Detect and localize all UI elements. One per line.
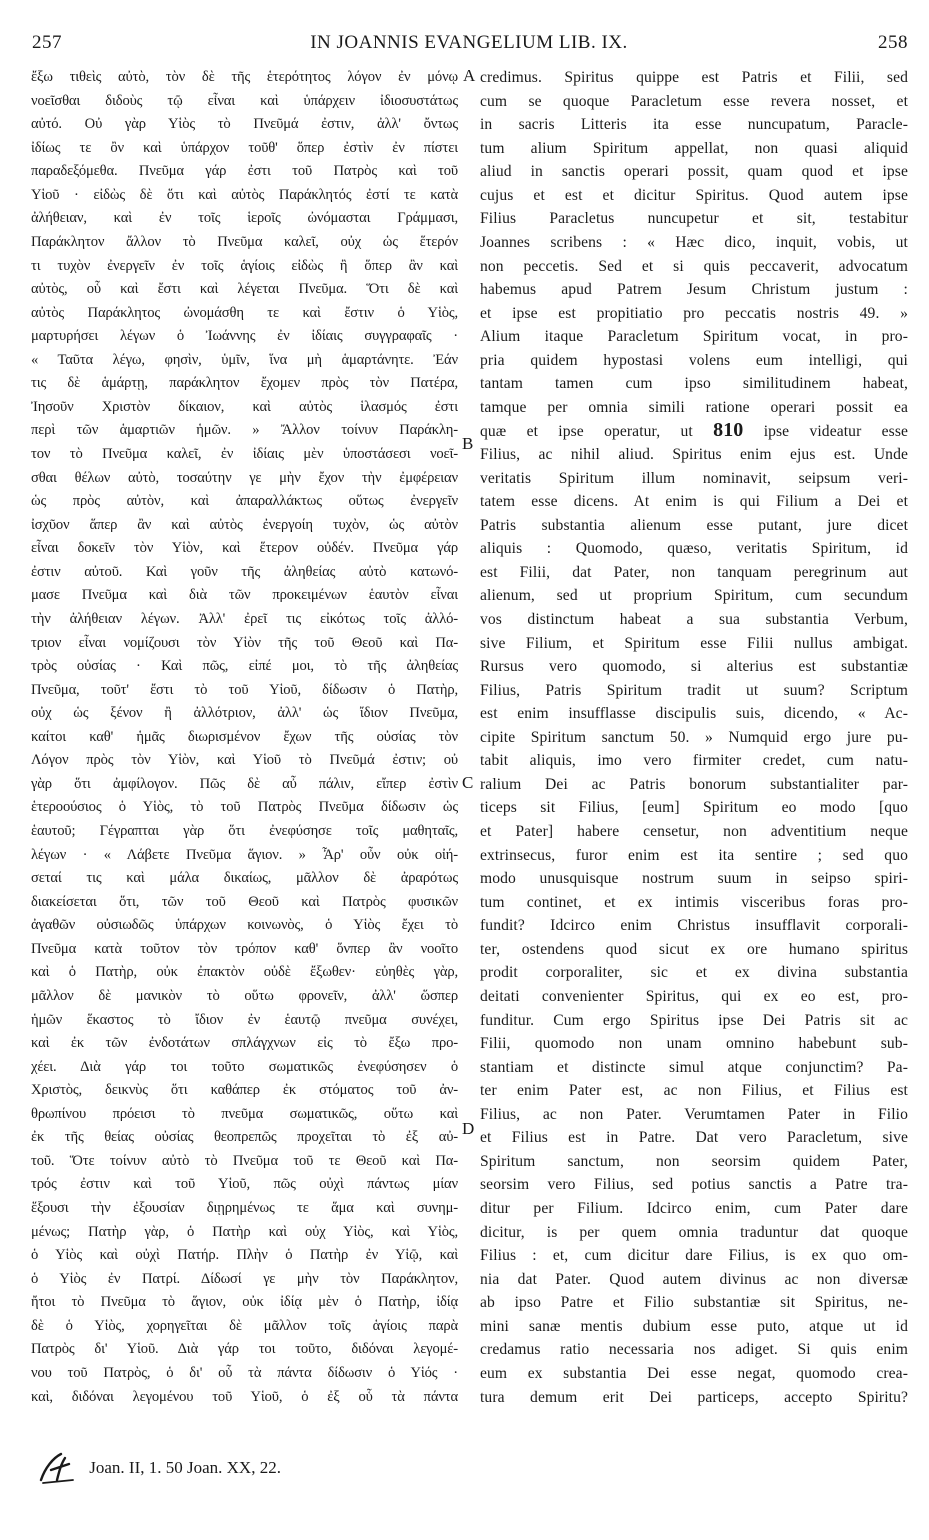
greek-text-line: τρός ἐστιν καὶ τοῦ Υἱοῦ, πῶς οὐχὶ πάντως μίαν <box>31 1176 458 1193</box>
greek-text-line: αὐτό. Οὐ γὰρ Υἱὸς τὸ Πνεῦμά ἐστιν, ἀλλ' ὄντως <box>31 116 458 133</box>
greek-text-line: γὰρ ὅτι ἀμφίλογον. Πῶς δὲ αὖ πάλιν, εἴπερ ἐστὶν <box>31 775 458 792</box>
greek-text-line: παραδεξόμεθα. Πνεῦμα γάρ ἐστι τοῦ Πατρὸς καὶ τοῦ <box>31 163 458 180</box>
greek-text-line: σεταί τις καὶ μάλα δικαίως, μᾶλλον δὲ ἀραρότως <box>31 870 458 887</box>
greek-text-line: τριον εἶναι νομίζουσι τὸν Υἱὸν τῆς τοῦ Θεοῦ καὶ Πα- <box>31 634 458 651</box>
latin-text-line: Alium itaque Paracletum Spiritum vocat, in pro- <box>480 328 908 346</box>
latin-text-line: pria quidem hypostasi volens eum intelligi, qui <box>480 351 908 369</box>
margin-letter-b: B <box>462 434 474 453</box>
latin-text-line: Filius Paracletus nuncupetur et sit, testabitur <box>480 210 908 228</box>
latin-text-line: Filii, quomodo non unam omnino habebunt sub- <box>480 1035 908 1053</box>
greek-text-line: ἡμῶν ἕκαστος τὸ ἴδιον ἐν ἑαυτῷ πνεῦμα συνέχει, <box>31 1011 458 1028</box>
latin-text-line: Patris substantia alienum esse putant, jure dicet <box>480 516 908 534</box>
latin-text-line: est enim insufflasse discipulis suis, dicendo, « Ac- <box>480 705 908 723</box>
greek-text-line: ἰσχῦον ἅπερ ἂν καὶ αὐτὸς ἐνεργοίη τυχὸν, ὡς αὐτὸν <box>31 516 458 533</box>
running-title: IN JOANNIS EVANGELIUM LIB. IX. <box>310 32 628 53</box>
running-header <box>30 32 908 62</box>
latin-text-line: Filius : et, cum dicitur dare Filius, is ex quo om- <box>480 1247 908 1265</box>
latin-text-line: veritatis Spiritum illum nominavit, seipsum veri- <box>480 469 908 487</box>
latin-text-line: nia dat Pater. Quod autem divinus ac non diversæ <box>480 1270 908 1288</box>
latin-text-line: ralium Dei ac Patris bonorum substantialiter par- <box>480 775 908 793</box>
greek-text-line: διακείσεται ὅτι, τῶν τοῦ Θεοῦ καὶ Πατρὸς φυσικῶν <box>31 893 458 910</box>
greek-text-line: Λόγον πρὸς τὸν Υἱὸν, καὶ Υἱοῦ τὸ Πνεῦμά ἐστιν; οὐ <box>31 752 458 769</box>
greek-text-line: ἑαυτοῦ; Γέγραπται γὰρ ὅτι ἐνεφύσησε τοῖς μαθηταῖς, <box>31 823 458 839</box>
page-number-left: 257 <box>32 32 62 53</box>
greek-text-line: σθαι θέλων αὐτὸ, τοσαύτην γε μὴν ἔχον τὴν ἐμφέρειαν <box>31 469 458 486</box>
greek-text-line: καὶ, διδόναι λεγομένου τοῦ Υἱοῦ, ὁ ἐξ οὗ τὰ πάντα <box>31 1388 458 1405</box>
latin-text-line: seorsim vero Filius, sed potius sanctis a Patre tra- <box>480 1176 908 1194</box>
greek-text-line: Χριστὸς, δεικνὺς ὅτι καθάπερ ἐκ στόματος τοῦ ἀν- <box>31 1082 458 1099</box>
greek-text-line: δὲ ὁ Υἱὸς, χορηγεῖται δὲ μᾶλλον τοῖς ἁγίοις παρὰ <box>31 1317 458 1334</box>
latin-text-line: tura demum erit Dei particeps, accepto Spiritu? <box>480 1388 908 1406</box>
footnote-mark-icon <box>35 1450 85 1486</box>
latin-text-line: tum alium Spiritum appellat, non quasi aliquid <box>480 139 908 157</box>
greek-text-line: εἶναι δοκεῖν τὸν Υἱὸν, καὶ ἕτερον οὐδέν. Πνεῦμα γάρ <box>31 540 458 557</box>
latin-text-line: tabit aliquis, imo vero firmiter credet, cum natu- <box>480 752 908 770</box>
greek-text-line: τοῦ. Ὅτε τοίνυν αὐτὸ τὸ Πνεῦμα τοῦ τε Θεοῦ καὶ Πα- <box>31 1152 458 1169</box>
latin-text-line: et Filius est in Patre. Dat vero Paracletum, sive <box>480 1129 908 1147</box>
greek-text-line: ἰδίως τε ὂν καὶ ὑπάρχον τοῦθ' ὅπερ ἐστὶν ἐν πίστει <box>31 139 458 156</box>
latin-text-line: credamus ratio necessaria nos adiget. Si quis enim <box>480 1341 908 1359</box>
greek-text-line: ἀγαθῶν οὐσιωδῶς ὑπάρχων κοινωνὸς, ὁ Υἱὸς ἔχει τὸ <box>31 917 458 934</box>
latin-text-line: cipite Spiritum sanctum 50. » Numquid ergo jure pu- <box>480 728 908 746</box>
latin-text-line: modo unusquisque nostrum suum in seipso spiri- <box>480 870 908 888</box>
greek-text-line: Παράκλητον ἄλλον τὸ Πνεῦμα καλεῖ, οὐχ ὡς ἕτερόν <box>31 233 458 250</box>
greek-text-line: καὶ ὁ Πατὴρ, οὐκ ἐπακτὸν οὐδὲ ἔξωθεν· εὐηθὲς γὰρ, <box>31 964 458 981</box>
latin-text-line: mini sanæ mentis dubium esse puto, atque ut id <box>480 1317 908 1335</box>
greek-text-line: « Ταῦτα λέγω, φησὶν, ὑμῖν, ἵνα μὴ ἁμαρτάνητε. Ἐάν <box>31 351 458 368</box>
greek-text-line: περὶ τῶν ἁμαρτιῶν ἡμῶν. » Ἄλλον τοίνυν Παράκλη- <box>31 422 458 439</box>
latin-text-line: ticeps sit Filius, [eum] Spiritum eo modo [quo <box>480 799 908 817</box>
greek-text-line: τρὸς οὐσίας · Καὶ πῶς, εἰπέ μοι, τὸ τῆς ἀληθείας <box>31 658 458 675</box>
greek-text-line: νοεῖσθαι διδοὺς τῷ εἶναι καὶ ὑπάρχειν ἰδιοσυστάτως <box>31 92 458 109</box>
latin-text-line: tamque per omnia simili ratione operari possit ea <box>480 398 908 416</box>
greek-text-line: μαρτυρήσει λέγων ὁ Ἰωάννης ἐν ἰδίαις συγγραφαῖς · <box>31 328 458 345</box>
greek-text-line: Υἱοῦ · εἰδὼς δὲ ὅτι καὶ αὐτὸς Παράκλητός ἐστί τε κατὰ <box>31 186 458 203</box>
greek-text-line: καὶ ἐκ τῶν ἐνδοτάτων σπλάγχνων εἰς τὸ ἔξω προ- <box>31 1035 458 1052</box>
latin-text-line: et ipse est propitiatio pro peccatis nostris 49. » <box>480 304 908 322</box>
greek-text-line: ἐστιν αὐτοῦ. Καὶ γοῦν τῆς ἀληθείας αὐτὸ κατωνό- <box>31 563 458 580</box>
greek-text-line: ἀλήθειαν, καὶ ἐν τοῖς ἱεροῖς ὠνόμασται Γράμμασι, <box>31 210 458 227</box>
latin-text-line: cum se quoque Paracletum esse revera nosset, et <box>480 92 908 110</box>
latin-text-line: Joannes scribens : « Hæc dico, inquit, vobis, ut <box>480 233 908 251</box>
greek-text-line: καίτοι καθ' ἡμᾶς διωρισμένον ἔχων τῆς οὐσίας τὸν <box>31 728 458 745</box>
footnotes <box>35 1450 635 1486</box>
latin-text-line: alienum, sed ut proprium Spiritum, cum secundum <box>480 587 908 605</box>
latin-text-line: sive Filium, et Spiritum esse Filii nullus ambigat. <box>480 634 908 652</box>
latin-text-line: prodit corporaliter, sic et ex divina substantia <box>480 964 908 982</box>
latin-text-line: Rursus vero quomodo, si alterius est substantiæ <box>480 658 908 676</box>
greek-text-line: ἑτεροούσιος ὁ Υἱὸς, τὸ τοῦ Πατρὸς Πνεῦμα δίδωσιν ὡς <box>31 799 458 816</box>
latin-text-line: tum continet, et ex intimis visceribus foras pro- <box>480 893 908 911</box>
latin-text-line: ditur per Filium. Idcirco enim, cum Pater dare <box>480 1200 908 1217</box>
column-marker-trailing-text: ipse videatur esse <box>763 423 908 441</box>
latin-text-line: deitati convenienter Spiritus, qui ex eo est, pro- <box>480 987 908 1005</box>
greek-text-line: θρωπίνου πρόεισι τὸ πνεῦμα σωματικῶς, οὕτω καὶ <box>31 1105 458 1122</box>
greek-text-line: λέγων · « Λάβετε Πνεῦμα ἅγιον. » Ἆρ' οὖν οὐκ οἰή- <box>31 846 458 863</box>
latin-text-line: quæ et ipse operatur, ut 810 ipse videatur esse <box>480 419 908 442</box>
greek-text-line: Πατρὸς δι' Υἱοῦ. Διὰ γάρ τοι τοῦτο, διδόναι λεγομέ- <box>31 1341 458 1358</box>
page-number-right: 258 <box>878 32 908 53</box>
margin-letter-c: C <box>462 773 474 792</box>
greek-text-line: οὐχ ὡς ξένον ἢ ἀλλότριον, ἀλλ' ὡς ἴδιον Πνεῦμα, <box>31 705 458 722</box>
latin-text-line: eum ex substantia Dei esse negat, quomodo crea- <box>480 1364 908 1382</box>
latin-text-line: non peccetis. Sed et si quis peccaverit, advocatum <box>480 257 908 275</box>
greek-text-line: μᾶλλον δὲ μανικὸν τὸ οὕτω φρονεῖν, ἀλλ' ὥσπερ <box>31 987 458 1004</box>
latin-text-line: tatem esse dicens. At enim is qui Filium a Dei et <box>480 493 908 511</box>
greek-text-line: ὁ Υἱὸς ἐν Πατρί. Δίδωσί γε μὴν τὸν Παράκλητον, <box>31 1270 458 1287</box>
margin-letter-a: A <box>463 66 476 85</box>
latin-text-line: dicitur, is per quem omnia traduntur dat quoque <box>480 1223 908 1241</box>
greek-text-line: ἔξω τιθεὶς αὐτὸ, τὸν δὲ τῆς ἑτερότητος λόγον ἐν μόνῳ <box>31 69 458 85</box>
greek-text-line: τις δὲ ἁμάρτῃ, παράκλητον ἔχομεν πρὸς τὸν Πατέρα, <box>31 375 458 392</box>
greek-text-line: νου τοῦ Πατρὸς, ὁ δι' οὗ τὰ πάντα δίδωσιν ὁ Υἱός · <box>31 1364 458 1381</box>
greek-text-line: αὐτὸς, οὗ καὶ ἔστι καὶ λέγεται Πνεῦμα. Ὅτι δὲ καὶ <box>31 281 458 298</box>
latin-text-line: est Filii, dat Pater, non tanquam peregrinum aut <box>480 563 908 581</box>
latin-text-line: Filius, Patris Spiritum tradit ut suum? Scriptum <box>480 681 908 699</box>
greek-text-line: τὴν ἀλήθειαν λέγων. Ἀλλ' ἐρεῖ τις εἰκότως τοῖς ἀλλό- <box>31 610 458 627</box>
latin-text-column <box>480 66 908 1426</box>
latin-text-line: ter, ostendens quod sicut ex ore humano spiritus <box>480 940 908 958</box>
greek-text-line: ἕξουσι τὴν ἐξουσίαν διῃρημένως τε ἅμα καὶ συνημ- <box>31 1200 458 1216</box>
latin-text-line: fundit? Idcirco enim Christus insufflavit corporali- <box>480 917 908 935</box>
greek-text-line: Ἰησοῦν Χριστὸν δίκαιον, καὶ αὐτὸς ἱλασμός ἐστι <box>31 398 458 415</box>
latin-text-line: extrinsecus, furor enim est ita sentire ; sed quo <box>480 846 908 864</box>
greek-text-line: μένως; Πατὴρ γὰρ, ὁ Πατὴρ καὶ οὐχ Υἱὸς, καὶ Υἱὸς, <box>31 1223 458 1240</box>
latin-text-line: habemus apud Patrem Jesum Christum justum : <box>480 281 908 299</box>
latin-text-line: vos distinctum habeat a sua substantia Verbum, <box>480 610 908 628</box>
latin-text-line: Filius, ac non Pater. Verumtamen Pater in Filio <box>480 1105 908 1123</box>
greek-text-line: τον τὸ Πνεῦμα καλεῖ, ἐν ἰδίαις μὲν ὑποστάσεσι νοεῖ- <box>31 446 458 462</box>
latin-text-line: stantiam et distincte simul atque conjunctim? Pa- <box>480 1058 908 1076</box>
greek-text-line: Πνεῦμα, τοῦτ' ἔστι τὸ τοῦ Υἱοῦ, δίδωσιν ὁ Πατὴρ, <box>31 681 458 698</box>
greek-text-column <box>31 66 458 1426</box>
greek-text-line: ὁ Υἱὸς καὶ οὐχὶ Πατήρ. Πλὴν ὁ Πατὴρ ἐν Υἱῷ, καὶ <box>31 1247 458 1264</box>
greek-text-line: μασε Πνεῦμα καὶ διὰ τῶν προκειμένων ἑαυτὸν εἶναι <box>31 587 458 604</box>
greek-text-line: τι τυχὸν ἐνεργεῖν ἐν τοῖς ἁγίοις εἰδὼς ἢ ὅπερ ἂν καὶ <box>31 257 458 274</box>
margin-letter-d: D <box>462 1119 475 1138</box>
greek-text-line: αὐτὸς Παράκλητος ὠνομάσθη τε καὶ ἔστιν ὁ Υἱὸς, <box>31 304 458 321</box>
latin-text-line: tantam tamen cum ipso similitudinem habeat, <box>480 375 908 393</box>
footnote-text: Joan. II, 1. 50 Joan. XX, 22. <box>89 1458 281 1477</box>
latin-text-line: credimus. Spiritus quippe est Patris et Filii, sed <box>480 69 908 86</box>
greek-text-line: ἤτοι τὸ Πνεῦμα τὸ ἅγιον, οὐκ ἰδίᾳ μὲν ὁ Πατὴρ, ἰδίᾳ <box>31 1294 458 1311</box>
column-number-marker: 810 <box>713 419 744 442</box>
latin-text-line: in sacris Litteris ita esse nuncupatum, Paracle- <box>480 116 908 134</box>
greek-text-line: Πνεῦμα κατὰ τοῦτον τὸν τρόπον καθ' ὅνπερ ἂν νοοῖτο <box>31 940 458 957</box>
latin-text-line: aliquis : Quomodo, quæso, veritatis Spiritum, id <box>480 540 908 558</box>
latin-text-line: ab ipso Patre et Filio substantiæ sit Spiritus, ne- <box>480 1294 908 1312</box>
latin-text-line: funditur. Cum ergo Spiritus ipse Dei Patris sit ac <box>480 1011 908 1029</box>
latin-text-line: ter enim Pater est, ac non Filius, et Filius est <box>480 1082 908 1100</box>
latin-text-line: Spiritum sanctum, non seorsim quidem Pater, <box>480 1152 908 1170</box>
greek-text-line: ἐκ τῆς θείας οὐσίας θεοπρεπῶς προχεῖται τὸ ἐξ αὐ- <box>31 1129 458 1146</box>
greek-text-line: ὡς πρὸς αὐτὸν, καὶ ἀπαραλλάκτως οὕτως ἐνεργεῖν <box>31 493 458 510</box>
latin-text-line: cujus et est et dicitur Spiritus. Quod autem ipse <box>480 186 908 204</box>
latin-text-line: aliud in sanctis operari possit, quam quod et ipse <box>480 163 908 181</box>
greek-text-line: χέει. Διὰ γάρ τοι τοῦτο σωματικῶς ἐνεφύσησεν ὁ <box>31 1058 458 1075</box>
latin-text-line: et Pater] habere censetur, non adventitium neque <box>480 823 908 840</box>
latin-text-line: Filius, ac nihil aliud. Spiritus enim ejus est. Unde <box>480 446 908 463</box>
